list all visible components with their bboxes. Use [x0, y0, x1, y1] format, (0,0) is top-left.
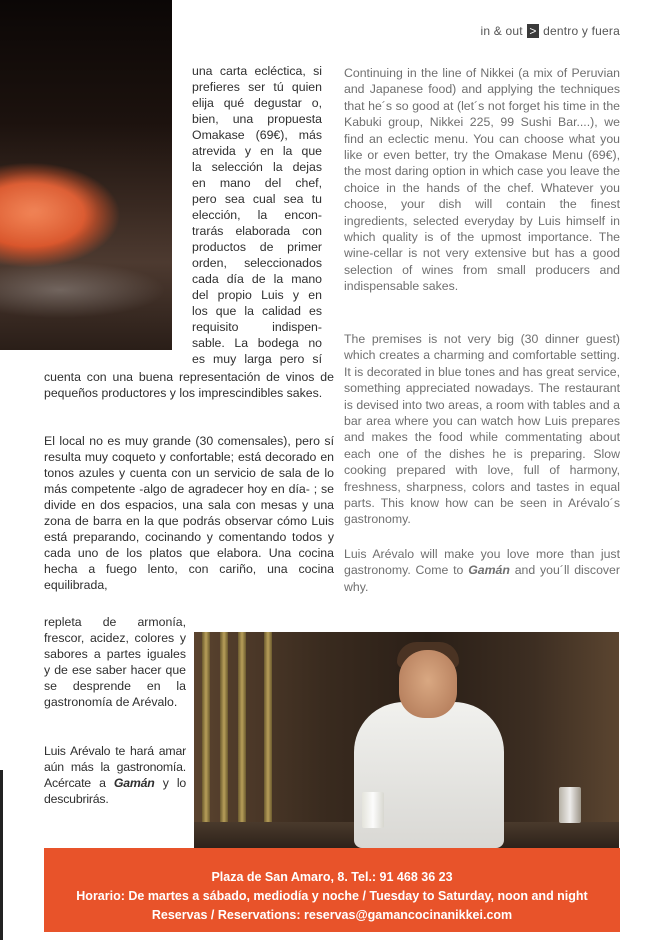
es-line: trarás elaborada con [192, 224, 322, 238]
section-header [481, 24, 620, 38]
es-line: elección, la encon- [192, 208, 322, 222]
es-paragraph-3 [44, 743, 186, 807]
es-line: cada día de la mano [192, 272, 322, 286]
es-line: productos de primer [192, 240, 322, 254]
es-paragraph-2-narrow: repleta de armonía, frescor, acidez, colores y sabores a partes iguales y de ese saber hacer que se desprende en la gastronomía de Arévalo. [44, 615, 186, 709]
es-line: la selección la dejas [192, 160, 322, 174]
es-line: una carta ecléctica, si [192, 64, 322, 78]
es-line: Omakase (69€), más [192, 128, 322, 142]
es-line: requisito indispen- [192, 320, 322, 334]
header-separator: > [529, 24, 537, 38]
header-section: dentro y fuera [543, 24, 620, 38]
es-p3-text: Luis Arévalo te hará amar aún más la gastronomía. Acércate a [44, 744, 186, 790]
es-line: atrevida y en la que [192, 144, 322, 158]
address-phone: Plaza de San Amaro, 8. Tel.: 91 468 36 23 [211, 870, 453, 884]
es-line: elija qué degustar o, [192, 96, 322, 110]
restaurant-name-en: Gamán [468, 563, 510, 578]
es-line: sable. La bodega no [192, 336, 322, 350]
reservations: Reservas / Reservations: reservas@gamancocinanikkei.com [151, 908, 513, 922]
es-line: bien, una propuesta [192, 112, 322, 126]
header-prefix: in & out [480, 24, 523, 38]
es-paragraph-2: El local no es muy grande (30 comensales), pero sí resulta muy coqueto y confortable; está decorado en tonos azules y cuenta con un servicio de sala de lo más competente -algo de agradecer hoy en día- ; se divide en dos espacios, una sala con mesas y una zona de barra en la que podrás observar cómo Luis está preparando, cocinando y comentando todos y cada uno de los platos que elabora. Una cocina hecha a fuego lento, con cariño, una cocina equilibrada, [44, 434, 334, 592]
es-line: es muy larga pero sí [192, 352, 322, 366]
en-p3-end: and you´ll discover why. [344, 563, 620, 594]
restaurant-name-es: Gamán [113, 776, 155, 790]
en-paragraph-1: Continuing in the line of Nikkei (a mix of Peruvian and Japanese food) and applying the techniques that he´s so good at (let´s not forget his time in the Kabuki group, Nikkei 225, 99 Sushi Bar....), we find an eclectic menu. You can choose what you like or even better, try the Omakase Menu (69€), the most daring option in which case you leave the choice in the hands of the chef. Whatever you choose, your dish will contain the finest ingredients, selected everyday by Luis himself in which quality is of the upmost importance. The wine-cellar is not very extensive but has a good selection of wines from small producers and indispensable sakes. [344, 66, 620, 294]
en-paragraph-3 [344, 546, 620, 595]
contact-info-box [44, 848, 620, 932]
es-line: prefieres ser tú quien [192, 80, 322, 94]
es-paragraph-1-tail: cuenta con una buena representación de vinos de pequeños productores y los imprescindibles sakes. [44, 370, 334, 400]
opening-hours: Horario: De martes a sábado, mediodía y noche / Tuesday to Saturday, noon and night [76, 889, 588, 903]
es-line: orden, seleccionados [192, 256, 322, 270]
es-line: los que la calidad es [192, 304, 322, 318]
es-line: pero sea cual sea tu [192, 192, 322, 206]
page-edge-strip [0, 770, 3, 940]
en-p3-text: Luis Arévalo will make you love more than just gastronomy. Come to [344, 547, 620, 578]
es-line: del propio Luis y en [192, 288, 322, 302]
salmon-sushi-photo [0, 0, 172, 350]
es-p3-end: y lo descubrirás. [44, 776, 186, 806]
chef-photo [194, 632, 619, 848]
en-paragraph-2: The premises is not very big (30 dinner guest) which creates a charming and comfortable setting. It is decorated in blue tones and has great service, something appreciated nowadays. The restaurant is devised into two areas, a room with tables and a bar area where you can watch how Luis prepares and makes the food while commentating about each one of the dishes he is preparing. Slow cooking prepared with love, full of harmony, freshness, sharpness, colors and tastes in equal parts. This know how can be seen in Arévalo´s gastronomy. [344, 332, 620, 527]
es-line: en mano del chef, [192, 176, 322, 190]
